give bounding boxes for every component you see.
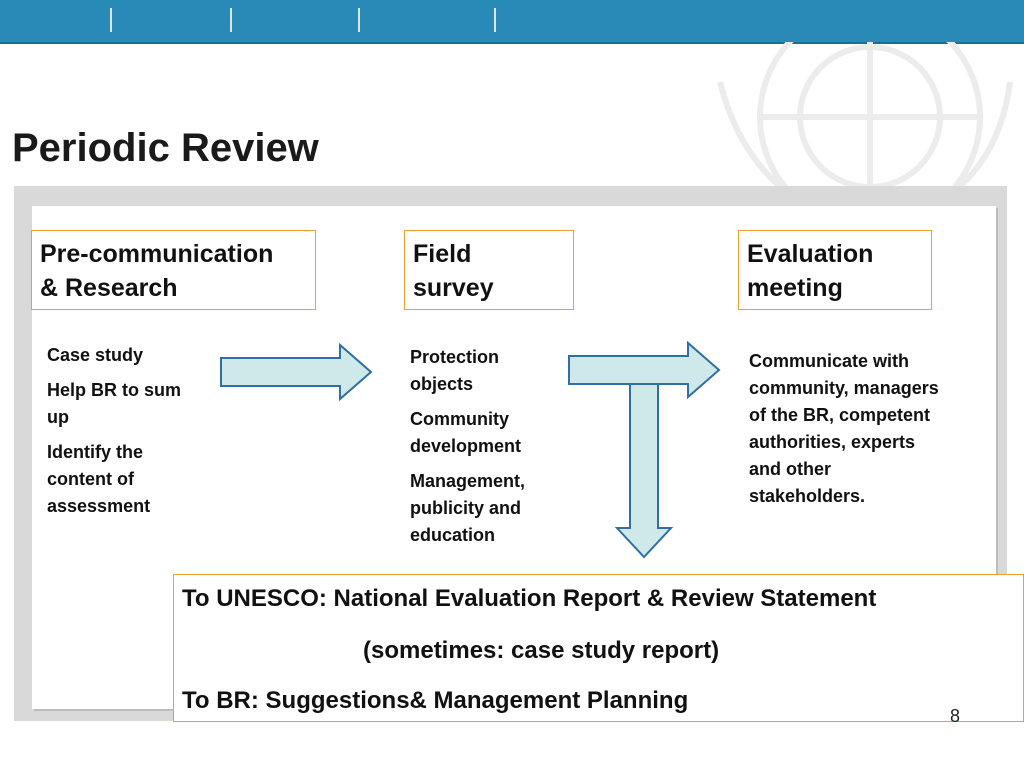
unesco-output: To UNESCO: National Evaluation Report & Review Statement: [182, 585, 877, 612]
detail-item: Help BR to sum up: [47, 380, 182, 427]
detail-item: Management, publicity and education: [410, 471, 526, 545]
header-bar: [0, 0, 1024, 44]
step-label-line: Field: [413, 240, 472, 268]
detail-item: Community development: [410, 409, 522, 456]
slide-title: Periodic Review: [12, 126, 319, 170]
detail-item: Identify the content of assessment: [47, 442, 151, 516]
step-label-line: meeting: [747, 274, 843, 302]
step-label-line: & Research: [40, 274, 178, 302]
br-output: To BR: Suggestions& Management Planning: [182, 687, 689, 714]
page-number: 8: [950, 706, 961, 726]
step-label-line: Pre-communication: [40, 240, 274, 268]
detail-item: Communicate with community, managers of the BR, competent authorities, experts and other stakeholders.: [749, 351, 939, 506]
detail-item: Protection objects: [410, 347, 500, 394]
header-divider: [110, 8, 112, 32]
evaluation-meeting-details: [749, 348, 949, 518]
step-pre-communication: [31, 230, 316, 310]
output-statements: [173, 574, 1024, 722]
field-survey-details: [410, 344, 565, 557]
header-divider: [230, 8, 232, 32]
step-field-survey: [404, 230, 574, 310]
header-divider: [494, 8, 496, 32]
research-details: [47, 342, 187, 528]
header-divider: [358, 8, 360, 32]
step-evaluation-meeting: [738, 230, 932, 310]
unesco-output-note: (sometimes: case study report): [363, 637, 720, 664]
right-arrow-icon: [218, 342, 374, 402]
detail-item: Case study: [47, 345, 144, 365]
step-label-line: Evaluation: [747, 240, 874, 268]
down-arrow-icon: [614, 382, 674, 560]
step-label-line: survey: [413, 274, 494, 302]
